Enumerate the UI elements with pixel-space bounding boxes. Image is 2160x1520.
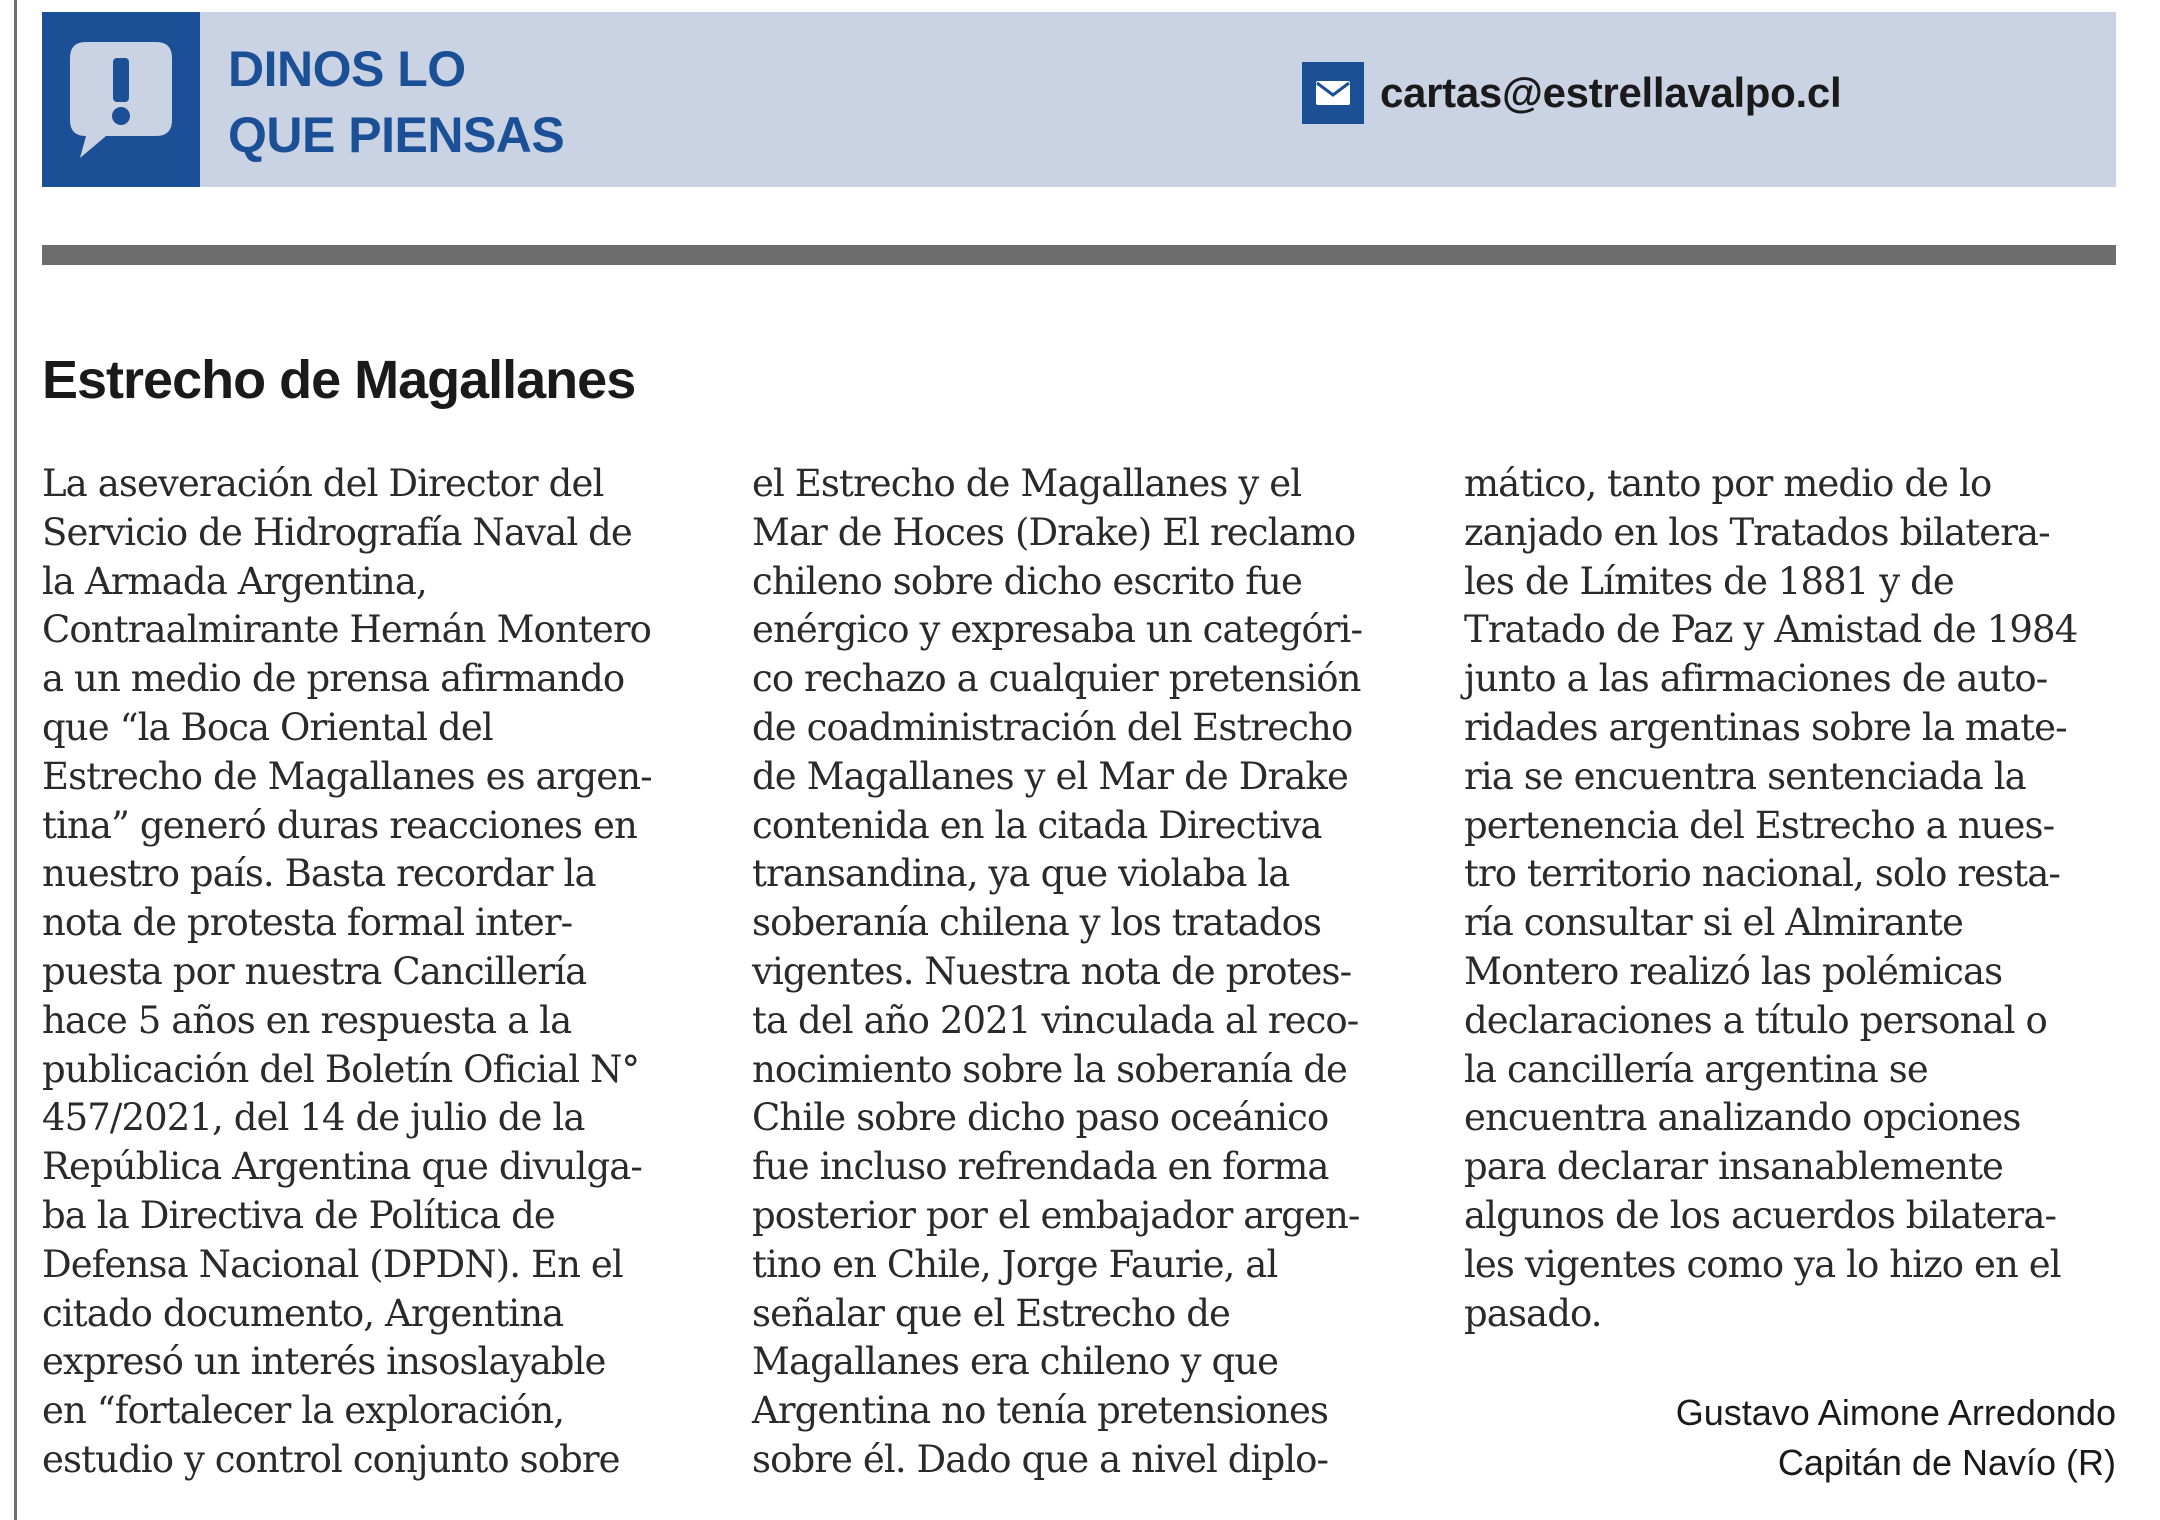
email-address-link[interactable]: cartas@estrellavalpo.cl — [1380, 69, 1842, 116]
article-column-3: mático, tanto por medio de lo zanjado en los Tratados bilatera- les de Límites de 1881 y de Tratado de Paz y Amistad de 1984 junto a las afirmaciones de auto- ridades argentinas sobre la mate- ria se encuentra sentenciada la pertenencia del Estrecho a nues- tro territorio nacional, solo resta- ría consultar si el Almirante Montero realizó las polémicas declaraciones a título personal o la cancillería argentina se encuentra analizando opciones para declarar insanablemente algunos de los acuerdos bilatera- les vigentes como ya lo hizo en el pasado. — [1464, 462, 2078, 1335]
author-signature — [1676, 1388, 2116, 1488]
author-rank: Capitán de Navío (R) — [1777, 1442, 2116, 1483]
section-title-line-1: DINOS LO — [228, 41, 466, 97]
article-column-2: el Estrecho de Magallanes y el Mar de Hoces (Drake) El reclamo chileno sobre dicho escrito fue enérgico y expresaba un categóri- co rechazo a cualquier pretensión de coadministración del Estrecho de Magallanes y el Mar de Drake contenida en la citada Directiva transandina, ya que violaba la soberanía chilena y los tratados vigentes. Nuestra nota de protes- ta del año 2021 vinculada al reco- nocimiento sobre la soberanía de Chile sobre dicho paso oceánico fue incluso refrendada en forma posterior por el embajador argen- tino en Chile, Jorge Faurie, al señalar que el Estrecho de Magallanes era chileno y que Argentina no tenía pretensiones sobre él. Dado que a nivel diplo- — [752, 462, 1363, 1481]
envelope-icon — [1302, 62, 1364, 124]
letters-section-header — [42, 12, 2116, 187]
speech-bubble-exclamation-icon — [66, 38, 176, 162]
section-divider — [42, 245, 2116, 265]
page-left-rule — [14, 0, 17, 1520]
section-icon-box — [42, 12, 200, 187]
article-title: Estrecho de Magallanes — [42, 350, 636, 410]
author-name: Gustavo Aimone Arredondo — [1675, 1392, 2116, 1433]
section-title-line-2: QUE PIENSAS — [228, 107, 565, 163]
section-title — [228, 36, 564, 168]
article-column-1: La aseveración del Director del Servicio de Hidrografía Naval de la Armada Argentina, Contraalmirante Hernán Montero a un medio de prensa afirmando que “la Boca Oriental del Estrecho de Magallanes es argen- tina” generó duras reacciones en nuestro país. Basta recordar la nota de protesta formal inter- puesta por nuestra Cancillería hace 5 años en respuesta a la publicación del Boletín Oficial N° 457/2021, del 14 de julio de la República Argentina que divulga- ba la Directiva de Política de Defensa Nacional (DPDN). En el citado documento, Argentina expresó un interés insoslayable en “fortalecer la exploración, estudio y control conjunto sobre — [42, 462, 652, 1481]
email-contact — [1302, 62, 1841, 124]
